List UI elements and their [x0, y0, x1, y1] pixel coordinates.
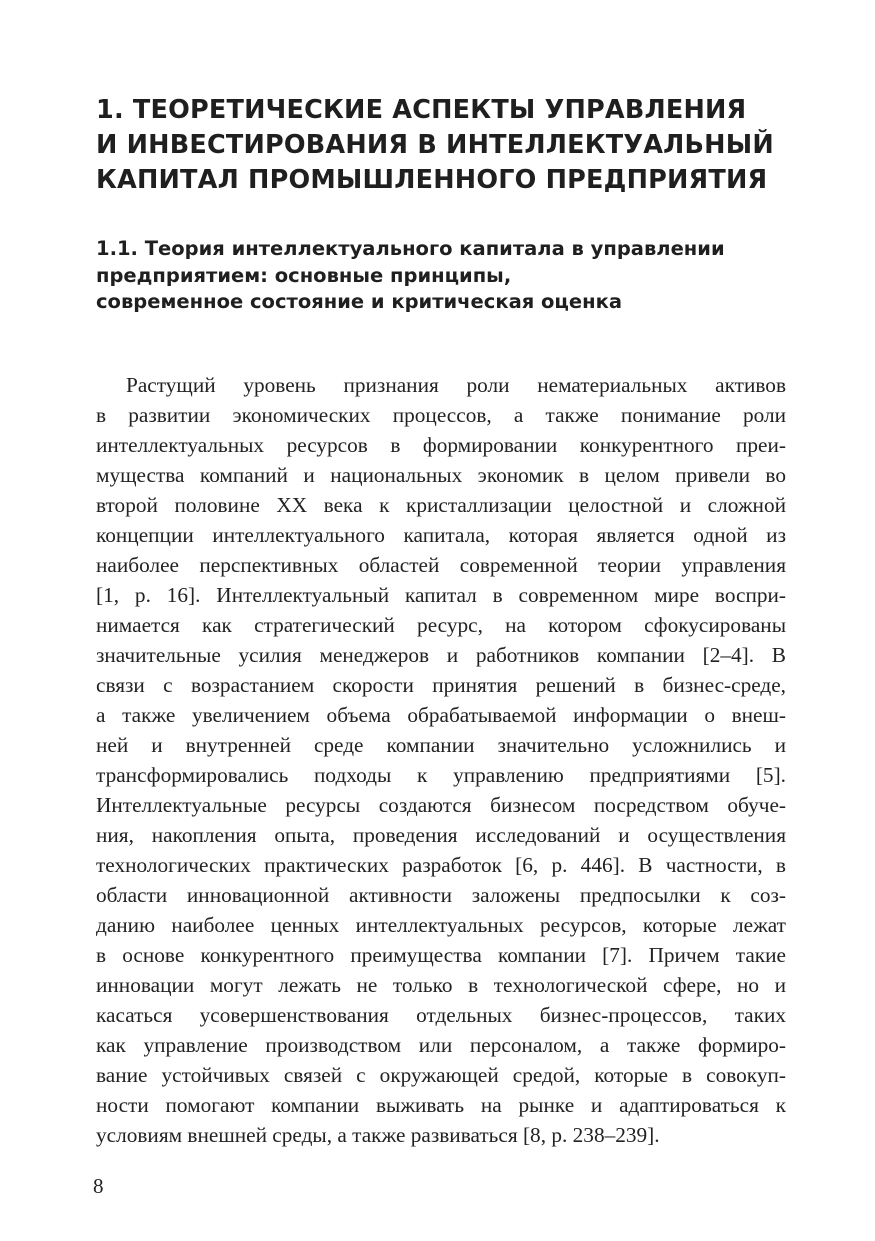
paragraph-line: трансформировались подходы к управлению предприятиями [5]. [96, 763, 786, 787]
section-title-line: современное состояние и критическая оценка [96, 290, 622, 313]
paragraph-line: технологических практических разработок [6, p. 446]. В частности, в [96, 853, 786, 877]
page-number: 8 [93, 1174, 104, 1198]
section-title-line: 1.1. Теория интеллектуального капитала в управлении [96, 237, 725, 260]
paragraph-line: Растущий уровень признания роли нематериальных активов [126, 373, 786, 397]
chapter-title-line: КАПИТАЛ ПРОМЫШЛЕННОГО ПРЕДПРИЯТИЯ [96, 165, 768, 195]
paragraph-line: ней и внутренней среде компании значительно усложнились и [96, 733, 786, 757]
chapter-title-line: 1. ТЕОРЕТИЧЕСКИЕ АСПЕКТЫ УПРАВЛЕНИЯ [96, 95, 747, 125]
paragraph-line: вание устойчивых связей с окружающей средой, которые в совокуп- [96, 1063, 786, 1087]
paragraph-line: ния, накопления опыта, проведения исследований и осуществления [96, 823, 786, 847]
paragraph-line: в основе конкурентного преимущества компании [7]. Причем такие [96, 943, 786, 967]
paragraph-line: условиям внешней среды, а также развиваться [8, p. 238–239]. [96, 1123, 660, 1147]
paragraph-line: [1, p. 16]. Интеллектуальный капитал в современном мире воспри- [96, 583, 786, 607]
paragraph-line: связи с возрастанием скорости принятия решений в бизнес-среде, [96, 673, 786, 697]
paragraph-line: значительные усилия менеджеров и работников компании [2–4]. В [96, 643, 786, 667]
paragraph-line: а также увеличением объема обрабатываемой информации о внеш- [96, 703, 786, 727]
paragraph-line: как управление производством или персоналом, а также формиро- [96, 1033, 786, 1057]
paragraph-line: области инновационной активности заложены предпосылки к соз- [96, 883, 786, 907]
paragraph-line: касаться усовершенствования отдельных бизнес-процессов, таких [96, 1003, 786, 1027]
chapter-title [96, 93, 796, 198]
section-title [96, 236, 796, 316]
body-paragraph [96, 370, 786, 1150]
paragraph-line: в развитии экономических процессов, а также понимание роли [96, 403, 786, 427]
paragraph-line: второй половине XX века к кристаллизации целостной и сложной [96, 493, 786, 517]
paragraph-line: мущества компаний и национальных экономик в целом привели во [96, 463, 786, 487]
paragraph-line: данию наиболее ценных интеллектуальных ресурсов, которые лежат [96, 913, 786, 937]
paragraph-line: Интеллектуальные ресурсы создаются бизнесом посредством обуче- [96, 793, 786, 817]
chapter-title-line: И ИНВЕСТИРОВАНИЯ В ИНТЕЛЛЕКТУАЛЬНЫЙ [96, 130, 774, 160]
paragraph-line: интеллектуальных ресурсов в формировании конкурентного преи- [96, 433, 786, 457]
paragraph-line: ности помогают компании выживать на рынке и адаптироваться к [96, 1093, 786, 1117]
paragraph-line: нимается как стратегический ресурс, на котором сфокусированы [96, 613, 786, 637]
paragraph-line: инновации могут лежать не только в технологической сфере, но и [96, 973, 786, 997]
paragraph-line: наиболее перспективных областей современной теории управления [96, 553, 786, 577]
paragraph-line: концепции интеллектуального капитала, которая является одной из [96, 523, 786, 547]
section-title-line: предприятием: основные принципы, [96, 263, 512, 287]
